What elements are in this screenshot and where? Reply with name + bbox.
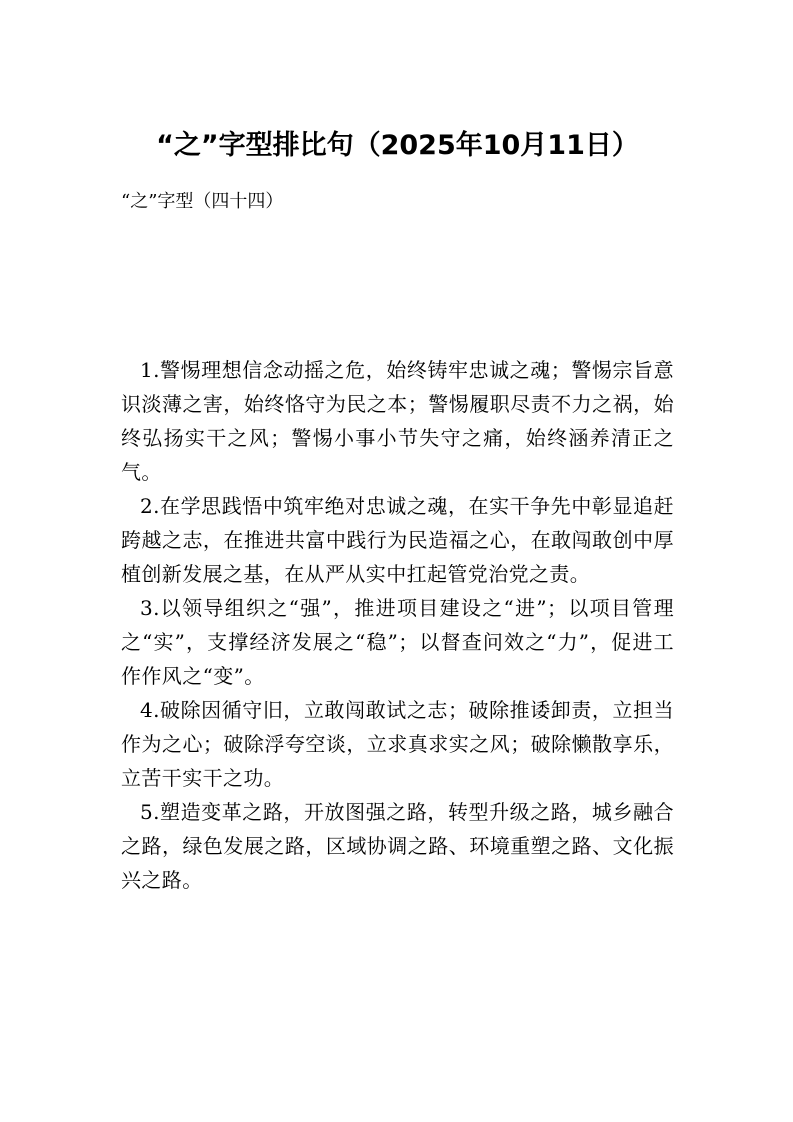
list-item: 4.破除因循守旧，立敢闯敢试之志；破除推诿卸责，立担当作为之心；破除浮夸空谈，立求真求实之风；破除懒散享乐，立苦干实干之功。: [121, 698, 674, 790]
list-item: 3.以领导组织之“强”，推进项目建设之“进”；以项目管理之“实”，支撑经济发展之“稳”；以督查问效之“力”，促进工作作风之“变”。: [121, 596, 674, 688]
list-item: 5.塑造变革之路，开放图强之路，转型升级之路，城乡融合之路，绿色发展之路，区域协调之路、环境重塑之路、文化振兴之路。: [121, 800, 674, 892]
list-item: 1.警惕理想信念动摇之危，始终铸牢忠诚之魂；警惕宗旨意识淡薄之害，始终恪守为民之本；警惕履职尽责不力之祸，始终弘扬实干之风；警惕小事小节失守之痛，始终涵养清正之气。: [121, 358, 674, 484]
phrase-list: [121, 353, 674, 897]
document-subtitle: “之”字型（四十四）: [121, 191, 284, 212]
document-title: “之”字型排比句（2025年10月11日）: [156, 130, 639, 161]
list-item: 2.在学思践悟中筑牢绝对忠诚之魂，在实干争先中彰显追赶跨越之志，在推进共富中践行为民造福之心，在敢闯敢创中厚植创新发展之基，在从严从实中扛起管党治党之责。: [121, 494, 674, 586]
